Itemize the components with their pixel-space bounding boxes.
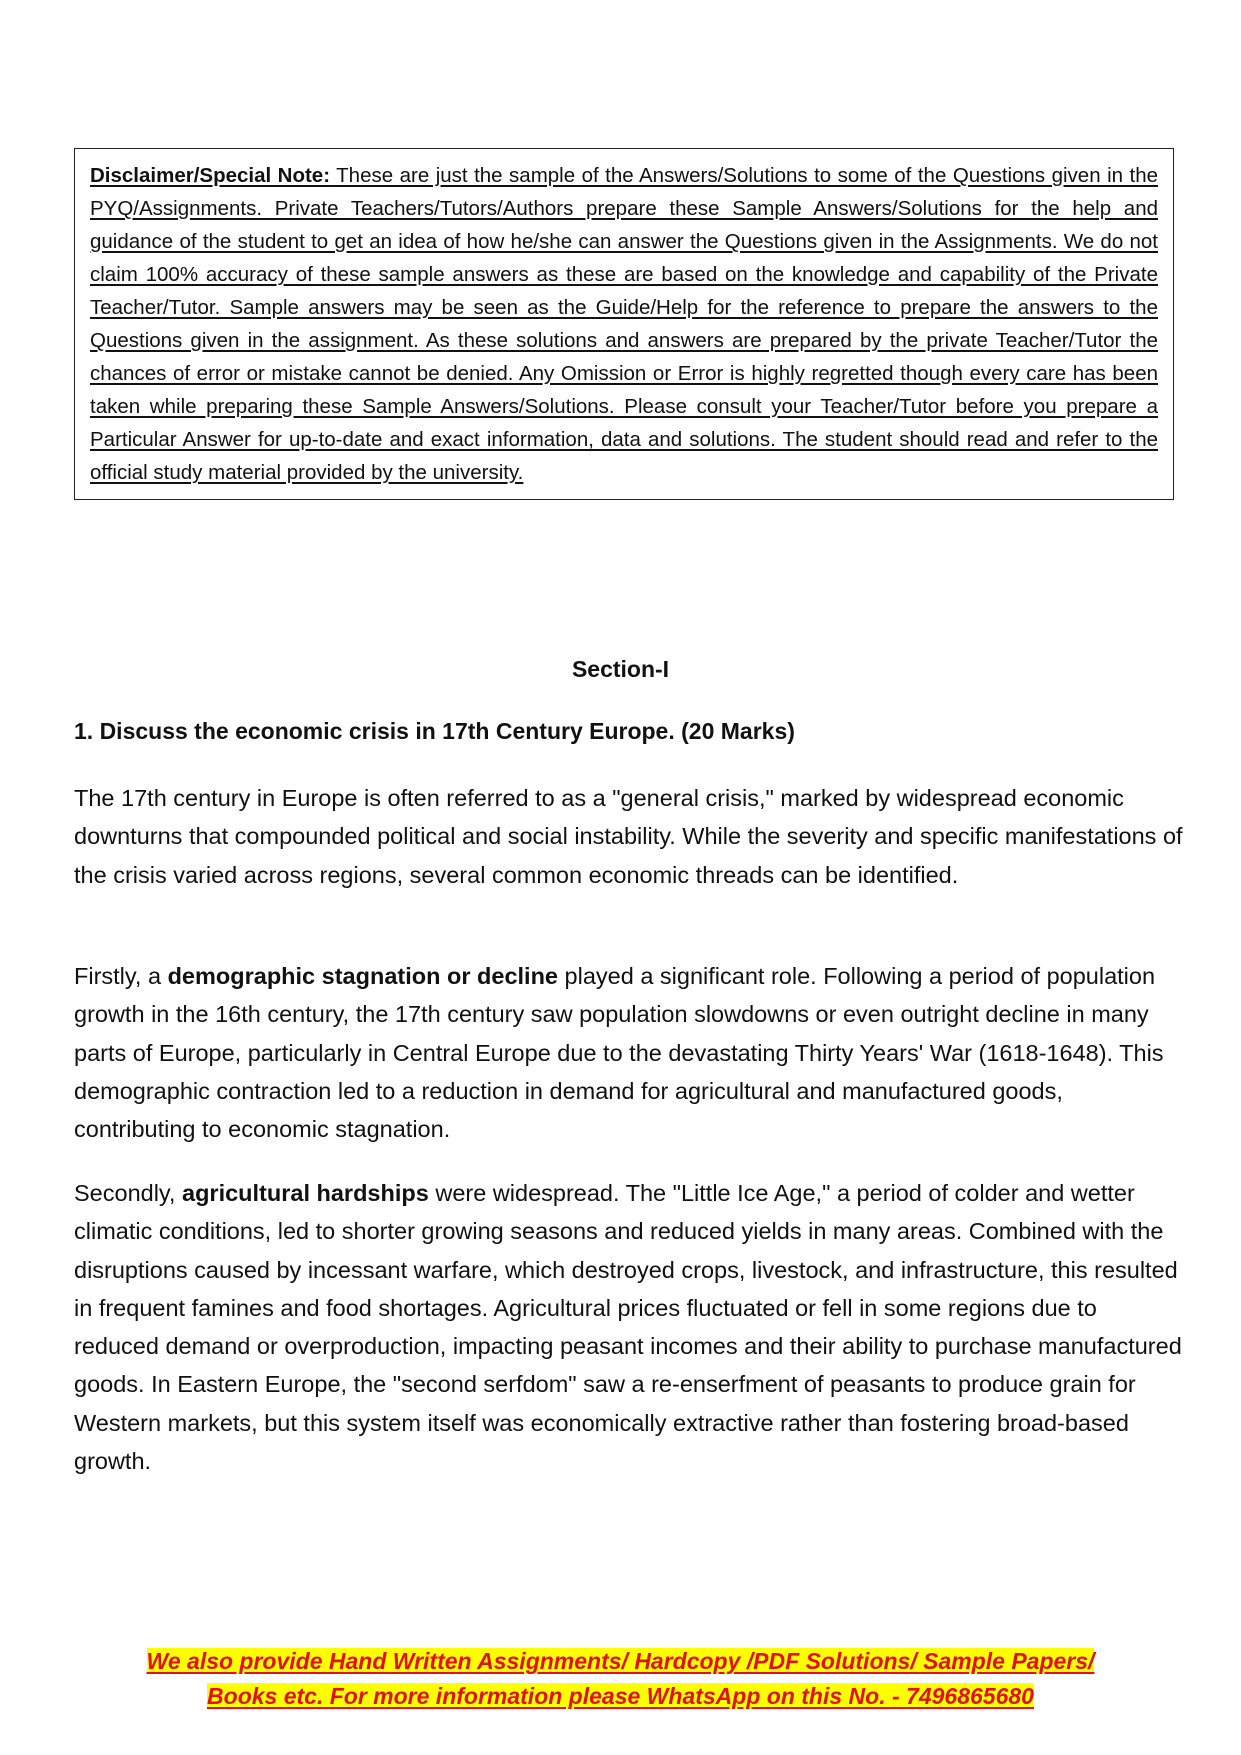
paragraph-rest: were widespread. The "Little Ice Age," a period of colder and wetter climatic conditions, led to shorter growing seasons and reduced yields in many areas. Combined with the disruptions caused by incessant warfare, which destroyed crops, livestock, and infrastructure, this resulted in frequent famines and food shortages. Agricultural prices fluctuated or fell in some regions due to reduced demand or overproduction, impacting peasant incomes and their ability to purchase manufactured goods. In Eastern Europe, the "second serfdom" saw a re-enserfment of peasants to produce grain for Western markets, but this system itself was economically extractive rather than fostering broad-based growth. xyxy=(74,1180,1182,1475)
paragraph-keyword: agricultural hardships xyxy=(182,1180,429,1206)
paragraph-keyword: demographic stagnation or decline xyxy=(167,963,559,989)
paragraph-agricultural xyxy=(74,1174,1184,1480)
paragraph-rest: played a significant role. Following a period of population growth in the 16th century, the 17th century saw population slowdowns or even outright decline in many parts of Europe, particularly in Central Europe due to the devastating Thirty Years' War (1618-1648). This demographic contraction led to a reduction in demand for agricultural and manufactured goods, contributing to economic stagnation. xyxy=(74,963,1164,1143)
disclaimer-lead: Disclaimer/Special Note: xyxy=(90,164,331,187)
paragraph-prefix: Firstly, a xyxy=(74,963,168,989)
question-heading: 1. Discuss the economic crisis in 17th Century Europe. (20 Marks) xyxy=(74,718,795,744)
footer-line-2: Books etc. For more information please WhatsApp on this No. - 7496865680 xyxy=(207,1683,1034,1709)
footer-promo xyxy=(0,1644,1241,1714)
section-title: Section-I xyxy=(571,656,670,682)
paragraph-prefix: Secondly, xyxy=(74,1180,182,1206)
footer-line-1: We also provide Hand Written Assignments/ Hardcopy /PDF Solutions/ Sample Papers/ xyxy=(146,1648,1095,1674)
paragraph-demographic xyxy=(74,957,1184,1148)
paragraph-text: The 17th century in Europe is often referred to as a "general crisis," marked by widespread economic downturns that compounded political and social instability. While the severity and specific manifestations of the crisis varied across regions, several common economic threads can be identified. xyxy=(74,785,1183,888)
disclaimer-text: These are just the sample of the Answers/Solutions to some of the Questions given in the PYQ/Assignments. Private Teachers/Tutors/Authors prepare these Sample Answers/Solutions for the help and guidance of the student to get an idea of how he/she can answer the Questions given in the Assignments. We do not claim 100% accuracy of these sample answers as these are based on the knowledge and capability of the Private Teacher/Tutor. Sample answers may be seen as the Guide/Help for the reference to prepare the answers to the Questions given in the assignment. As these solutions and answers are prepared by the private Teacher/Tutor the chances of error or mistake cannot be denied. Any Omission or Error is highly regretted though every care has been taken while preparing these Sample Answers/Solutions. Please consult your Teacher/Tutor before you prepare a Particular Answer for up-to-date and exact information, data and solutions. The student should read and refer to the official study material provided by the university. xyxy=(90,164,1158,484)
disclaimer-box xyxy=(74,148,1174,500)
paragraph-intro xyxy=(74,779,1184,894)
